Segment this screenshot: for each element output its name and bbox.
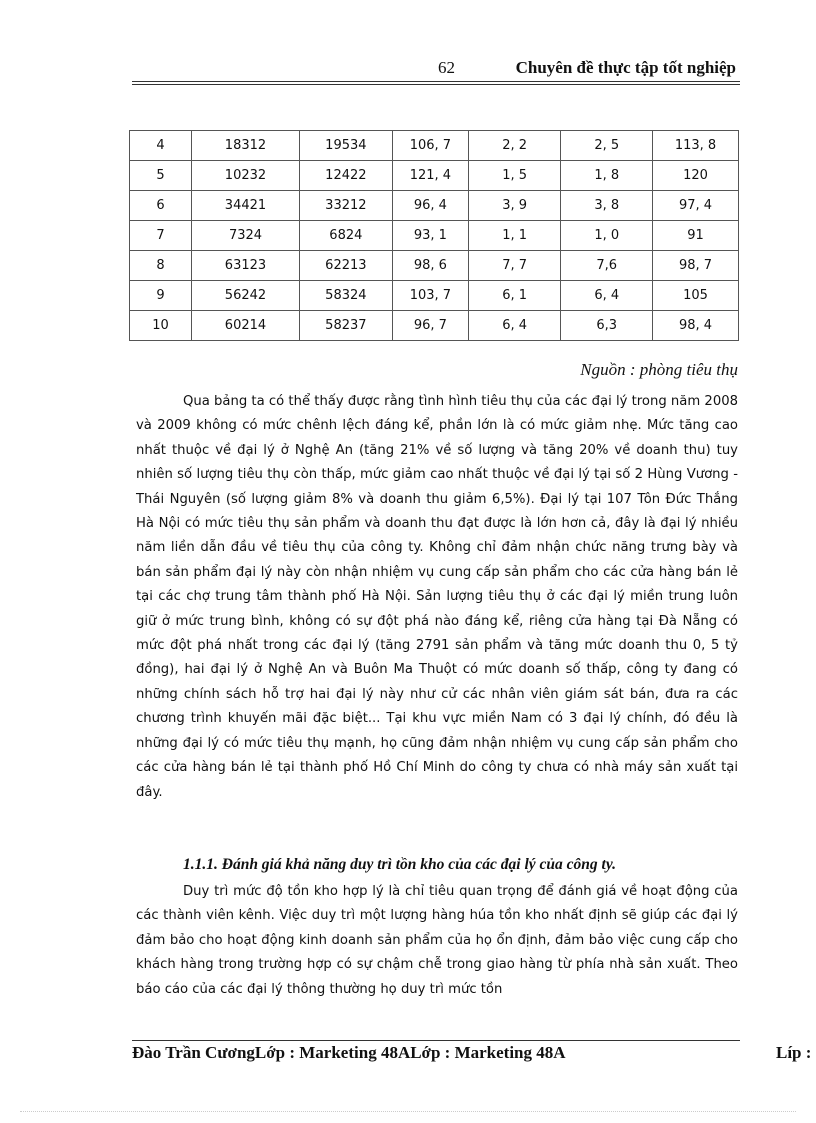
table-cell: 103, 7 <box>392 281 468 311</box>
table-cell: 63123 <box>192 251 300 281</box>
table-cell: 18312 <box>192 131 300 161</box>
table-row <box>130 221 739 251</box>
table-cell: 98, 4 <box>653 311 739 341</box>
table-cell: 7324 <box>192 221 300 251</box>
table-cell: 12422 <box>299 161 392 191</box>
table-cell: 98, 6 <box>392 251 468 281</box>
table-cell: 4 <box>130 131 192 161</box>
table-cell: 8 <box>130 251 192 281</box>
table-cell: 58324 <box>299 281 392 311</box>
body-paragraph-2: Duy trì mức độ tồn kho hợp lý là chỉ tiêu quan trọng để đánh giá về hoạt động của các thành viên kênh. Việc duy trì một lượng hàng húa tồn kho nhất định sẽ giúp các đại lý đảm bảo cho hoạt động kinh doanh sản phẩm của họ ổn định, đảm bảo việc cung cấp cho khách hàng trong trường hợp có sự chậm chễ trong giao hàng từ phía nhà sản xuất. Theo báo cáo của các đại lý thông thường họ duy trì mức tồn <box>136 884 738 997</box>
table-cell: 113, 8 <box>653 131 739 161</box>
table-cell: 121, 4 <box>392 161 468 191</box>
table-cell: 6, 4 <box>561 281 653 311</box>
table-cell: 5 <box>130 161 192 191</box>
page-number: 62 <box>438 58 455 77</box>
table-cell: 3, 8 <box>561 191 653 221</box>
table-cell: 106, 7 <box>392 131 468 161</box>
sales-table <box>129 130 739 341</box>
table-cell: 1, 8 <box>561 161 653 191</box>
document-title: Chuyên đề thực tập tốt nghiệp <box>515 58 736 77</box>
table-source: Nguồn : phòng tiêu thụ <box>580 360 738 379</box>
table-cell: 2, 5 <box>561 131 653 161</box>
table-cell: 105 <box>653 281 739 311</box>
table-row <box>130 161 739 191</box>
footer-class-label: Líp : <box>776 1043 812 1062</box>
table-cell: 58237 <box>299 311 392 341</box>
body-paragraph-1: Qua bảng ta có thể thấy được rằng tình hình tiêu thụ của các đại lý trong năm 2008 và 2009 không có mức chênh lệch đáng kể, phần lớn là có mức giảm nhẹ. Mức tăng cao nhất thuộc về đại lý ở Nghệ An (tăng 21% về số lượng và tăng 20% về doanh thu) tuy nhiên số lượng tiêu thụ còn thấp, mức giảm cao nhất thuộc về đại lý tại số 2 Hùng Vương - Thái Nguyên (số lượng giảm 8% và doanh thu giảm 6,5%). Đại lý tại 107 Tôn Đức Thắng Hà Nội có mức tiêu thụ sản phẩm và doanh thu đạt được là lớn hơn cả, đây là đại lý nhiều năm liền dẫn đầu về tiêu thụ của công ty. Không chỉ đảm nhận chức năng trưng bày và bán sản phẩm đại lý này còn nhận nhiệm vụ cung cấp sản phẩm cho các cửa hàng bán lẻ tại các chợ trung tâm thành phố Hà Nội. Sản lượng tiêu thụ ở các đại lý miền trung luôn giữ ở mức trung bình, không có sự đột phá nào đáng kể, riêng cửa hàng tại Đà Nẵng có mức đột phá nhất trong các đại lý (tăng 2791 sản phẩm và tăng mức doanh thu 0, 5 tỷ đồng), hai đại lý ở Nghệ An và Buôn Ma Thuột có mức doanh số thấp, công ty đang có những chính sách hỗ trợ hai đại lý này như cử các nhân viên giám sát bán, đưa ra các chương trình khuyến mãi đặc biệt... Tại khu vực miền Nam có 3 đại lý chính, đó đều là những đại lý có mức tiêu thụ mạnh, họ cũng đảm nhận nhiệm vụ cung cấp sản phẩm cho các cửa hàng bán lẻ tại thành phố Hồ Chí Minh do công ty chưa có nhà máy sản xuất tại đây. <box>136 394 738 800</box>
table-cell: 91 <box>653 221 739 251</box>
table-cell: 6,3 <box>561 311 653 341</box>
table-cell: 6, 4 <box>468 311 560 341</box>
table-cell: 7, 7 <box>468 251 560 281</box>
page-header <box>132 56 738 82</box>
header-rule <box>132 81 740 82</box>
table-cell: 1, 5 <box>468 161 560 191</box>
table-cell: 97, 4 <box>653 191 739 221</box>
header-rule-2 <box>132 84 740 85</box>
table-cell: 19534 <box>299 131 392 161</box>
table-cell: 6 <box>130 191 192 221</box>
table-cell: 96, 4 <box>392 191 468 221</box>
table-row <box>130 191 739 221</box>
footer-author-class: Đào Trần CươngLớp : Marketing 48ALớp : Marketing 48A <box>132 1043 566 1062</box>
table-cell: 1, 1 <box>468 221 560 251</box>
table-row <box>130 131 739 161</box>
table-cell: 3, 9 <box>468 191 560 221</box>
table-row <box>130 311 739 341</box>
table-cell: 93, 1 <box>392 221 468 251</box>
table-cell: 56242 <box>192 281 300 311</box>
table-cell: 6, 1 <box>468 281 560 311</box>
table-cell: 96, 7 <box>392 311 468 341</box>
table-cell: 2, 2 <box>468 131 560 161</box>
table-row <box>130 281 739 311</box>
table-cell: 9 <box>130 281 192 311</box>
footer-rule <box>132 1040 740 1041</box>
table-cell: 7 <box>130 221 192 251</box>
table-cell: 62213 <box>299 251 392 281</box>
section-heading: 1.1.1. Đánh giá khả năng duy trì tồn kho của các đại lý của công ty. <box>183 856 617 873</box>
table-cell: 120 <box>653 161 739 191</box>
table-row <box>130 251 739 281</box>
page-edge-line <box>20 1111 796 1112</box>
table-cell: 34421 <box>192 191 300 221</box>
table-cell: 10232 <box>192 161 300 191</box>
table-cell: 60214 <box>192 311 300 341</box>
table-cell: 7,6 <box>561 251 653 281</box>
table-cell: 1, 0 <box>561 221 653 251</box>
table-cell: 33212 <box>299 191 392 221</box>
table-cell: 6824 <box>299 221 392 251</box>
table-cell: 10 <box>130 311 192 341</box>
table-cell: 98, 7 <box>653 251 739 281</box>
